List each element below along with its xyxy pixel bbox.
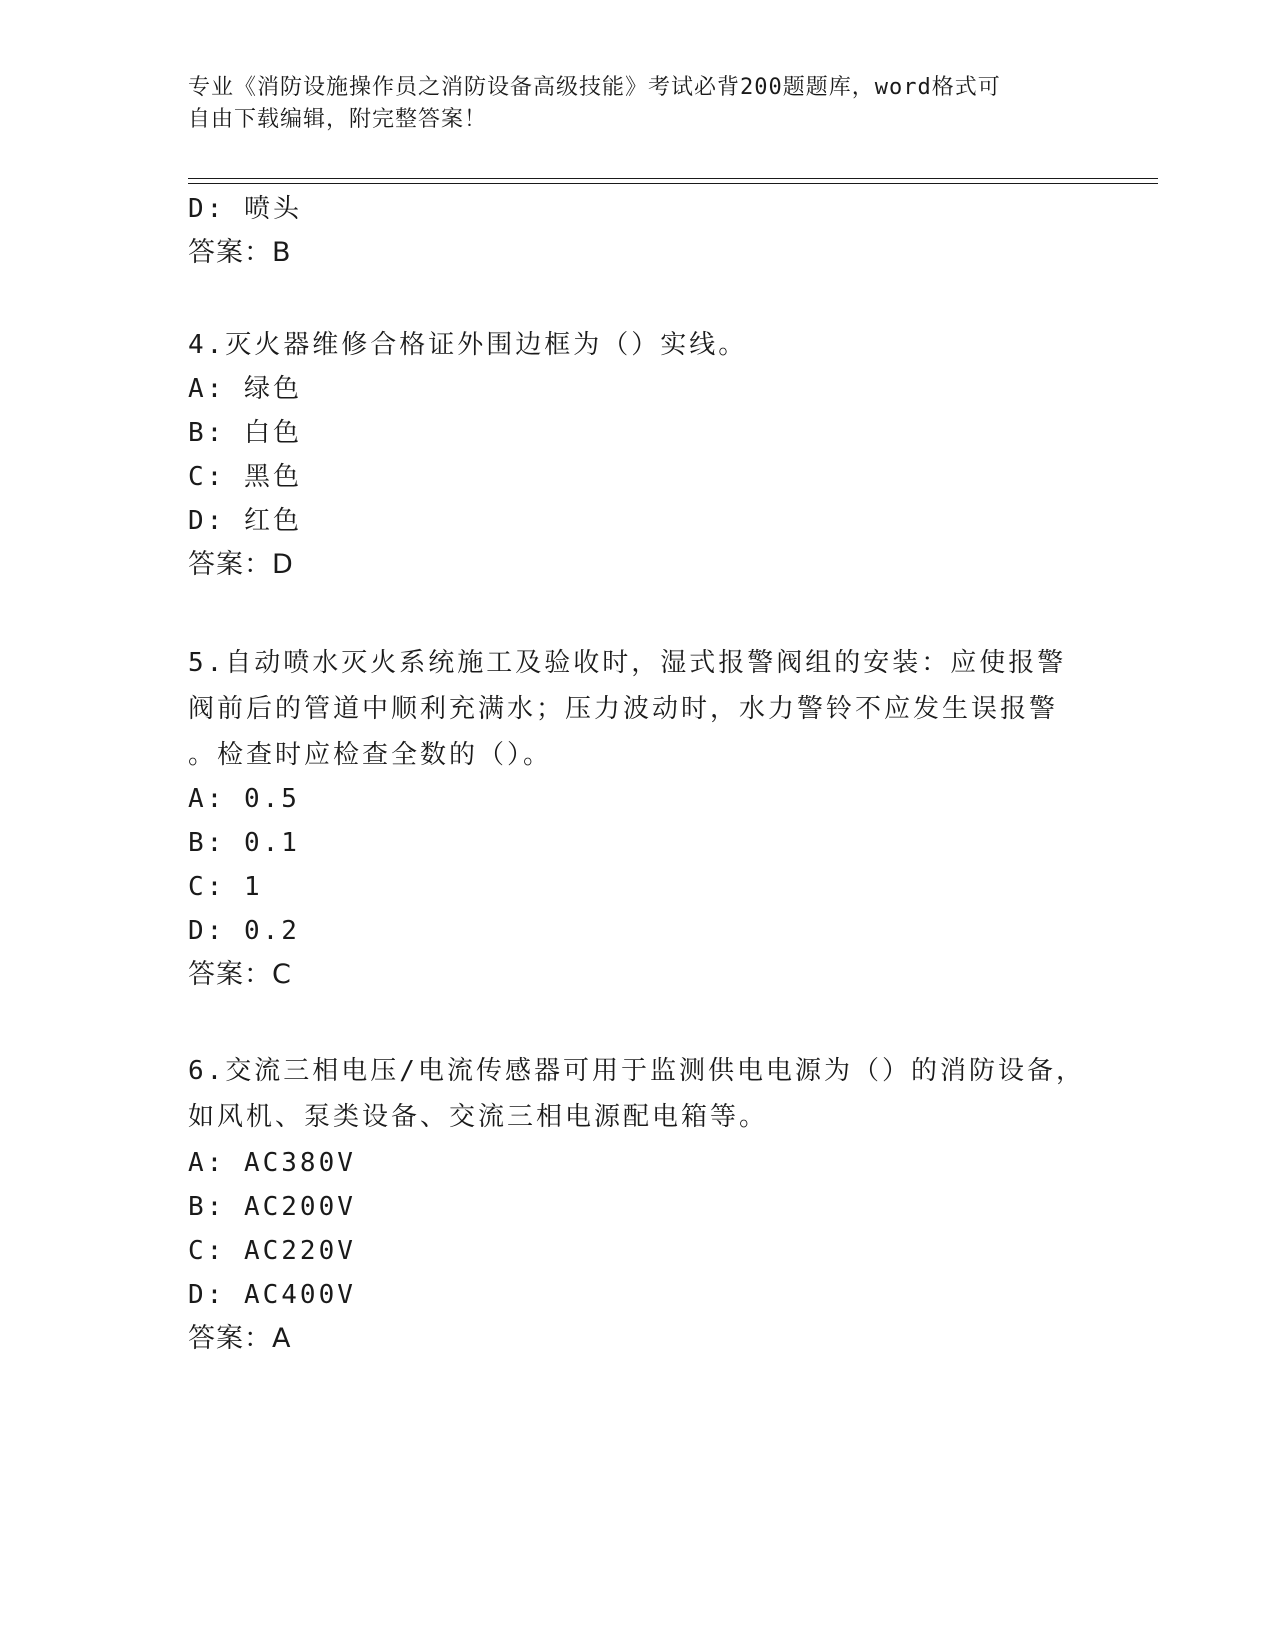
header-divider-bottom	[188, 183, 1158, 184]
q4-answer: 答案：D	[188, 549, 294, 580]
q5-option-c: C: 1	[188, 872, 263, 902]
q6-stem-line-2: 如风机、泵类设备、交流三相电源配电箱等。	[188, 1102, 769, 1132]
q6-option-b: B: AC200V	[188, 1192, 356, 1222]
q3-answer: 答案：B	[188, 237, 292, 268]
q5-stem-line-2: 阀前后的管道中顺利充满水；压力波动时，水力警铃不应发生误报警	[188, 694, 1059, 724]
q6-option-d: D: AC400V	[188, 1280, 356, 1310]
q5-option-b: B: 0.1	[188, 828, 300, 858]
q4-option-b: B: 白色	[188, 418, 302, 448]
q4-option-a: A: 绿色	[188, 374, 302, 404]
header-divider-top	[188, 178, 1158, 179]
header-title-line-1: 专业《消防设施操作员之消防设备高级技能》考试必背200题题库，word格式可	[188, 75, 1001, 100]
q6-answer: 答案：A	[188, 1323, 292, 1354]
q4-option-d: D: 红色	[188, 506, 302, 536]
q5-option-a: A: 0.5	[188, 784, 300, 814]
q6-option-a: A: AC380V	[188, 1148, 356, 1178]
q5-option-d: D: 0.2	[188, 916, 300, 946]
header-title-line-2: 自由下载编辑，附完整答案！	[188, 107, 488, 132]
q5-stem-line-1: 5.自动喷水灭火系统施工及验收时，湿式报警阀组的安装：应使报警	[188, 648, 1067, 678]
q5-answer: 答案：C	[188, 959, 292, 990]
document-header	[188, 72, 1068, 136]
q3-option-d: D: 喷头	[188, 194, 302, 224]
q5-stem-line-3: 。检查时应检查全数的（）。	[188, 740, 553, 770]
q4-stem: 4.灭火器维修合格证外围边框为（）实线。	[188, 330, 748, 360]
q6-stem-line-1: 6.交流三相电压/电流传感器可用于监测供电电源为（）的消防设备，	[188, 1056, 1085, 1086]
q6-option-c: C: AC220V	[188, 1236, 356, 1266]
q4-option-c: C: 黑色	[188, 462, 302, 492]
